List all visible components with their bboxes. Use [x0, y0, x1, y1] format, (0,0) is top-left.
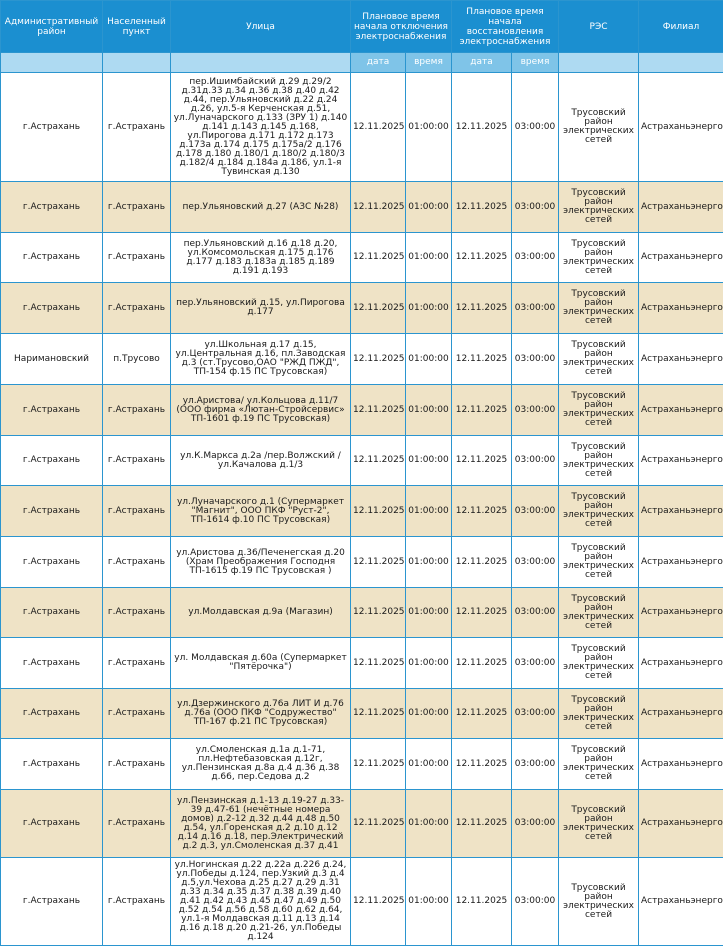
locality-cell: п.Трусово [103, 334, 171, 385]
street-cell: ул.Пензинская д.1-13 д.19-27 д.33-39 д.47-61 (нечётные номера домов) д.2-12 д.32 д.44 д.48 д.50 д.54, ул.Горенская д.2 д.10 д.12 д.14 д.16 д.18, пер.Электрический д.2 д.3, ул.Смоленская д.37 д.41 [171, 790, 351, 858]
off-time-cell: 01:00:00 [406, 385, 452, 436]
res-cell: Трусовский район электрических сетей [559, 334, 639, 385]
on-time-cell: 03:00:00 [512, 233, 559, 283]
off-time-cell: 01:00:00 [406, 182, 452, 233]
subheader-blank [171, 53, 351, 73]
district-cell: г.Астрахань [1, 385, 103, 436]
locality-cell: г.Астрахань [103, 385, 171, 436]
table-row [1, 436, 723, 486]
district-cell: г.Астрахань [1, 486, 103, 537]
off-date-cell: 12.11.2025 [351, 233, 406, 283]
off-date-cell: 12.11.2025 [351, 182, 406, 233]
off-time-cell: 01:00:00 [406, 73, 452, 182]
table-row [1, 385, 723, 436]
subheader-off-time: время [406, 53, 452, 73]
table-row [1, 334, 723, 385]
locality-cell: г.Астрахань [103, 182, 171, 233]
on-time-cell: 03:00:00 [512, 790, 559, 858]
locality-cell: г.Астрахань [103, 283, 171, 334]
district-cell: г.Астрахань [1, 739, 103, 790]
district-cell: г.Астрахань [1, 858, 103, 946]
on-date-cell: 12.11.2025 [452, 537, 512, 588]
table-row [1, 283, 723, 334]
locality-cell: г.Астрахань [103, 790, 171, 858]
street-cell: пер.Ульяновский д.16 д.18 д.20, ул.Комсомольская д.175 д.176 д.177 д.183 д.183а д.185 д.189 д.191 д.193 [171, 233, 351, 283]
branch-cell: Астраханьэнерго [639, 334, 723, 385]
locality-cell: г.Астрахань [103, 486, 171, 537]
off-date-cell: 12.11.2025 [351, 436, 406, 486]
res-cell: Трусовский район электрических сетей [559, 233, 639, 283]
header-res: РЭС [559, 1, 639, 53]
locality-cell: г.Астрахань [103, 436, 171, 486]
table-row [1, 73, 723, 182]
off-time-cell: 01:00:00 [406, 588, 452, 638]
off-date-cell: 12.11.2025 [351, 334, 406, 385]
street-cell: ул. Молдавская д.60а (Супермаркет "Пятёрочка") [171, 638, 351, 689]
table-row [1, 588, 723, 638]
district-cell: г.Астрахань [1, 283, 103, 334]
branch-cell: Астраханьэнерго [639, 588, 723, 638]
subheader-row [1, 53, 723, 73]
res-cell: Трусовский район электрических сетей [559, 436, 639, 486]
res-cell: Трусовский район электрических сетей [559, 73, 639, 182]
off-time-cell: 01:00:00 [406, 790, 452, 858]
locality-cell: г.Астрахань [103, 858, 171, 946]
on-date-cell: 12.11.2025 [452, 858, 512, 946]
res-cell: Трусовский район электрических сетей [559, 689, 639, 739]
branch-cell: Астраханьэнерго [639, 689, 723, 739]
table-row [1, 233, 723, 283]
res-cell: Трусовский район электрических сетей [559, 537, 639, 588]
subheader-blank [1, 53, 103, 73]
on-time-cell: 03:00:00 [512, 182, 559, 233]
branch-cell: Астраханьэнерго [639, 182, 723, 233]
locality-cell: г.Астрахань [103, 689, 171, 739]
branch-cell: Астраханьэнерго [639, 283, 723, 334]
off-date-cell: 12.11.2025 [351, 588, 406, 638]
table-row [1, 689, 723, 739]
table-row [1, 537, 723, 588]
district-cell: г.Астрахань [1, 537, 103, 588]
on-date-cell: 12.11.2025 [452, 689, 512, 739]
header-branch: Филиал [639, 1, 723, 53]
table-row [1, 739, 723, 790]
district-cell: г.Астрахань [1, 233, 103, 283]
district-cell: г.Астрахань [1, 73, 103, 182]
subheader-blank [103, 53, 171, 73]
on-date-cell: 12.11.2025 [452, 638, 512, 689]
header-district: Административный район [1, 1, 103, 53]
table-row [1, 182, 723, 233]
district-cell: г.Астрахань [1, 790, 103, 858]
res-cell: Трусовский район электрических сетей [559, 790, 639, 858]
district-cell: г.Астрахань [1, 689, 103, 739]
off-time-cell: 01:00:00 [406, 739, 452, 790]
on-date-cell: 12.11.2025 [452, 334, 512, 385]
subheader-on-time: время [512, 53, 559, 73]
locality-cell: г.Астрахань [103, 588, 171, 638]
table-row [1, 790, 723, 858]
off-time-cell: 01:00:00 [406, 858, 452, 946]
on-date-cell: 12.11.2025 [452, 790, 512, 858]
street-cell: ул.Молдавская д.9а (Магазин) [171, 588, 351, 638]
locality-cell: г.Астрахань [103, 638, 171, 689]
off-time-cell: 01:00:00 [406, 537, 452, 588]
on-time-cell: 03:00:00 [512, 334, 559, 385]
off-date-cell: 12.11.2025 [351, 790, 406, 858]
on-time-cell: 03:00:00 [512, 588, 559, 638]
on-time-cell: 03:00:00 [512, 436, 559, 486]
branch-cell: Астраханьэнерго [639, 486, 723, 537]
street-cell: пер.Ульяновский д.27 (АЗС №28) [171, 182, 351, 233]
off-time-cell: 01:00:00 [406, 283, 452, 334]
res-cell: Трусовский район электрических сетей [559, 486, 639, 537]
on-time-cell: 03:00:00 [512, 638, 559, 689]
res-cell: Трусовский район электрических сетей [559, 858, 639, 946]
street-cell: ул.К.Маркса д.2а /пер.Волжский / ул.Качалова д.1/3 [171, 436, 351, 486]
off-time-cell: 01:00:00 [406, 436, 452, 486]
branch-cell: Астраханьэнерго [639, 790, 723, 858]
off-date-cell: 12.11.2025 [351, 283, 406, 334]
branch-cell: Астраханьэнерго [639, 638, 723, 689]
on-time-cell: 03:00:00 [512, 689, 559, 739]
off-time-cell: 01:00:00 [406, 233, 452, 283]
branch-cell: Астраханьэнерго [639, 436, 723, 486]
on-time-cell: 03:00:00 [512, 858, 559, 946]
on-time-cell: 03:00:00 [512, 486, 559, 537]
street-cell: ул.Аристова/ ул.Кольцова д.11/7 (ООО фирма «Лютан-Стройсервис» ТП-1601 ф.19 ПС Трусовская) [171, 385, 351, 436]
branch-cell: Астраханьэнерго [639, 537, 723, 588]
on-time-cell: 03:00:00 [512, 283, 559, 334]
on-date-cell: 12.11.2025 [452, 486, 512, 537]
on-date-cell: 12.11.2025 [452, 436, 512, 486]
on-time-cell: 03:00:00 [512, 739, 559, 790]
res-cell: Трусовский район электрических сетей [559, 283, 639, 334]
off-date-cell: 12.11.2025 [351, 385, 406, 436]
on-date-cell: 12.11.2025 [452, 588, 512, 638]
off-date-cell: 12.11.2025 [351, 537, 406, 588]
header-off-time: Плановое время начала отключения электроснабжения [351, 1, 452, 53]
subheader-blank [639, 53, 723, 73]
locality-cell: г.Астрахань [103, 537, 171, 588]
street-cell: пер.Ульяновский д.15, ул.Пирогова д.177 [171, 283, 351, 334]
table-row [1, 486, 723, 537]
off-date-cell: 12.11.2025 [351, 638, 406, 689]
on-date-cell: 12.11.2025 [452, 182, 512, 233]
off-time-cell: 01:00:00 [406, 334, 452, 385]
district-cell: г.Астрахань [1, 436, 103, 486]
header-locality: Населенный пункт [103, 1, 171, 53]
header-row [1, 1, 723, 53]
res-cell: Трусовский район электрических сетей [559, 182, 639, 233]
street-cell: ул.Смоленская д.1а д.1-71, пл.Нефтебазовская д.12г, ул.Пензинская д.8а д.4 д.36 д.38 д.66, пер.Седова д.2 [171, 739, 351, 790]
off-date-cell: 12.11.2025 [351, 486, 406, 537]
off-date-cell: 12.11.2025 [351, 858, 406, 946]
off-date-cell: 12.11.2025 [351, 689, 406, 739]
district-cell: г.Астрахань [1, 638, 103, 689]
branch-cell: Астраханьэнерго [639, 858, 723, 946]
on-date-cell: 12.11.2025 [452, 385, 512, 436]
street-cell: ул.Луначарского д.1 (Супермаркет "Магнит", ООО ПКФ "Руст-2", ТП-1614 ф.10 ПС Трусовская) [171, 486, 351, 537]
res-cell: Трусовский район электрических сетей [559, 385, 639, 436]
locality-cell: г.Астрахань [103, 73, 171, 182]
off-time-cell: 01:00:00 [406, 689, 452, 739]
table-row [1, 638, 723, 689]
street-cell: ул.Дзержинского д.76а ЛИТ И д.76 д.76а (ООО ПКФ "Содружество" ТП-167 ф.21 ПС Трусовская) [171, 689, 351, 739]
branch-cell: Астраханьэнерго [639, 73, 723, 182]
res-cell: Трусовский район электрических сетей [559, 588, 639, 638]
subheader-blank [559, 53, 639, 73]
off-time-cell: 01:00:00 [406, 638, 452, 689]
locality-cell: г.Астрахань [103, 739, 171, 790]
subheader-on-date: дата [452, 53, 512, 73]
on-date-cell: 12.11.2025 [452, 73, 512, 182]
district-cell: г.Астрахань [1, 588, 103, 638]
on-time-cell: 03:00:00 [512, 385, 559, 436]
street-cell: ул.Аристова д.36/Печенегская д.20 (Храм Преображения Господня ТП-1615 ф.19 ПС Трусовская ) [171, 537, 351, 588]
on-date-cell: 12.11.2025 [452, 283, 512, 334]
street-cell: пер.Ишимбайский д.29 д.29/2 д.31д.33 д.34 д.36 д.38 д.40 д.42 д.44, пер.Ульяновский д.22 д.24 д.26, ул.5-я Керченская д.51, ул.Луначарского д.133 (ЗРУ 1) д.140 д.141 д.143 д.145 д.168, ул.Пирогова д.171 д.172 д.173 д.173а д.174 д.175 д.175а/2 д.176 д.178 д.180 д.180/1 д.180/2 д.180/3 д.182/4 д.184 д.184а д.186, ул.1-я Тувинская д.130 [171, 73, 351, 182]
district-cell: г.Астрахань [1, 182, 103, 233]
on-date-cell: 12.11.2025 [452, 739, 512, 790]
street-cell: ул.Ногинская д.22 д.22а д.226 д.24, ул.Победы д.124, пер.Узкий д.3 д.4 д.5,ул.Чехова д.25 д.27 д.29 д.31 д.33 д.34 д.35 д.37 д.38 д.39 д.40 д.41 д.42 д.43 д.45 д.47 д.49 д.50 д.52 д.54 д.56 д.58 д.60 д.62 д.64, ул.1-я Молдавская д.11 д.13 д.14 д.16 д.18 д.20 д.21-26, ул.Победы д.124 [171, 858, 351, 946]
off-date-cell: 12.11.2025 [351, 739, 406, 790]
locality-cell: г.Астрахань [103, 233, 171, 283]
street-cell: ул.Школьная д.17 д.15, ул.Центральная д.16, пл.Заводская д.3 (ст.Трусово,ОАО "РЖД ПЖД", ТП-154 ф.15 ПС Трусовская) [171, 334, 351, 385]
res-cell: Трусовский район электрических сетей [559, 638, 639, 689]
off-time-cell: 01:00:00 [406, 486, 452, 537]
header-on-time: Плановое время начала восстановления электроснабжения [452, 1, 559, 53]
res-cell: Трусовский район электрических сетей [559, 739, 639, 790]
branch-cell: Астраханьэнерго [639, 739, 723, 790]
on-time-cell: 03:00:00 [512, 537, 559, 588]
on-date-cell: 12.11.2025 [452, 233, 512, 283]
subheader-off-date: дата [351, 53, 406, 73]
off-date-cell: 12.11.2025 [351, 73, 406, 182]
header-street: Улица [171, 1, 351, 53]
district-cell: Наримановский [1, 334, 103, 385]
table-row [1, 858, 723, 946]
branch-cell: Астраханьэнерго [639, 385, 723, 436]
on-time-cell: 03:00:00 [512, 73, 559, 182]
branch-cell: Астраханьэнерго [639, 233, 723, 283]
